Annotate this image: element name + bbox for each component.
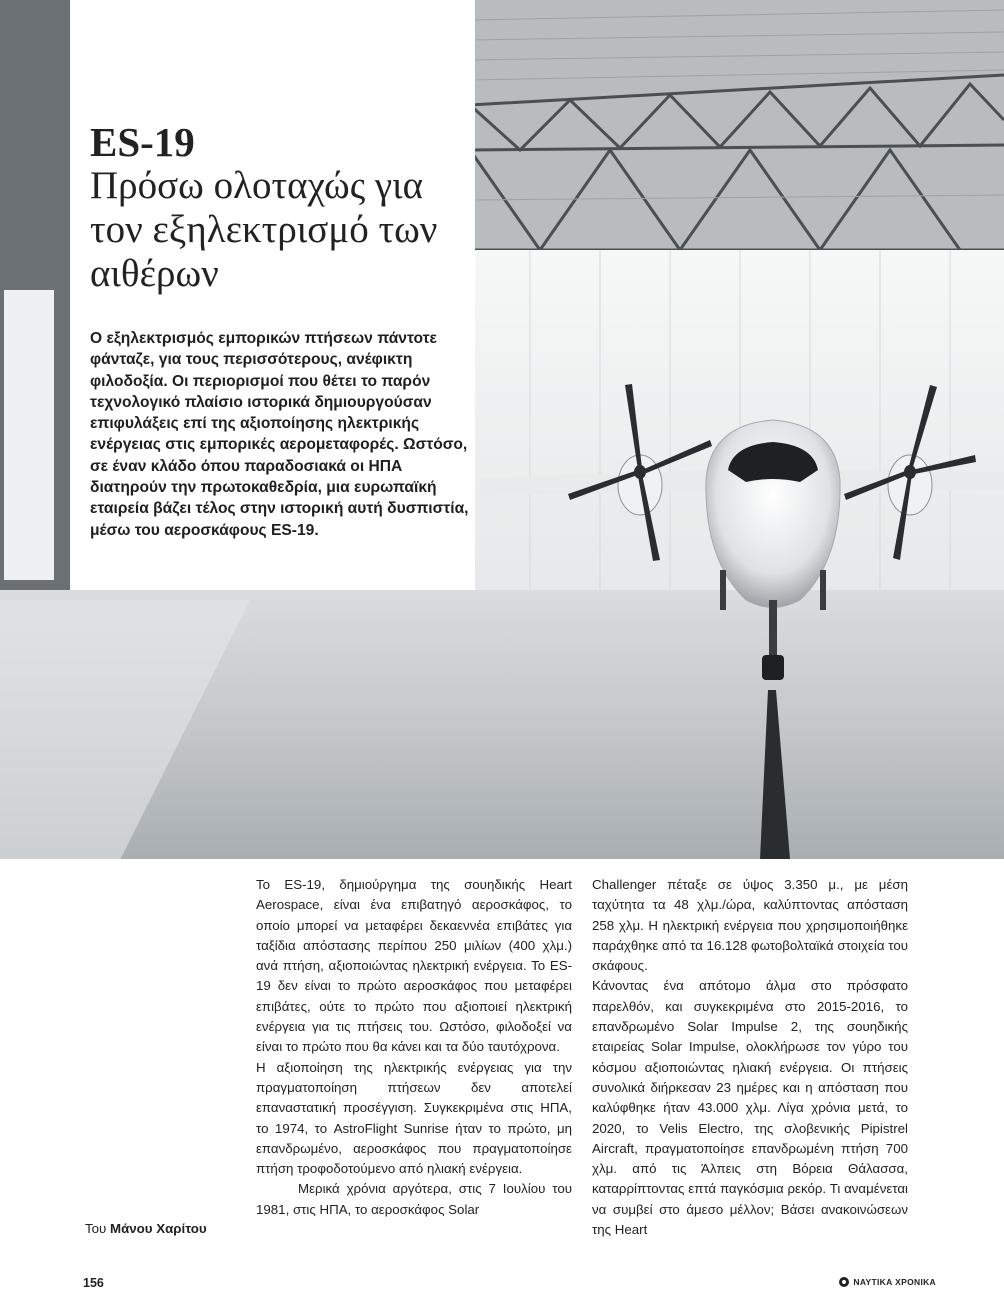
author-name: Μάνου Χαρίτου [110, 1221, 207, 1236]
author-prefix: Του [85, 1221, 107, 1236]
article-intro: Ο εξηλεκτρισμός εμπορικών πτήσεων πάντοτε φάνταζε, για τους περισσότερους, ανέφικτη φιλοδοξία. Οι περιορισμοί που θέτει το παρόν τεχνολογικό πλαίσιο ιστορικά δημιουργούσαν επιφυλάξεις επί της αξιοποίησης ηλεκτρικής ενέργειας στις εμπορικές αερομεταφορές. Ωστόσο, σε έναν κλάδο όπου παραδοσιακά οι ΗΠΑ διατηρούν την πρωτοκαθεδρία, μια ευρωπαϊκή εταιρεία βάζει τέλος στην ιστορική αυτή δυσπιστία, μέσω του αεροσκάφους ES-19. [90, 330, 469, 539]
article-title [90, 120, 470, 296]
body-column-1 [256, 875, 572, 1220]
publication-name: ΝΑΥΤΙΚΑ ΧΡΟΝΙΚΑ [853, 1277, 936, 1287]
col1-paragraph-3: Μερικά χρόνια αργότερα, στις 7 Ιουλίου του 1981, στις ΗΠΑ, το αεροσκάφος Solar [256, 1181, 572, 1217]
col2-paragraph-2: Κάνοντας ένα απότομο άλμα στο πρόσφατο παρελθόν, και συγκεκριμένα στο 2015-2016, το επανδρωμένο Solar Impulse 2, της σουηδικής εταιρείας Solar Impulse, ολοκλήρωσε τον γύρο του κόσμου αξιοποιώντας ηλιακή ενέργεια. Οι πτήσεις συνολικά διήρκεσαν 23 ημέρες και η απόσταση που καλύφθηκε ήταν 43.000 χλμ. Λίγα χρόνια μετά, το 2020, το Velis Electro, της σλοβενικής Pipistrel Aircraft, πραγματοποίησε επανδρωμένη πτήση 700 χλμ. από τις Άλπεις στη Βόρεια Θάλασσα, καταρρίπτοντας επτά παγκόσμια ρεκόρ. Τι αναμένεται να συμβεί στο άμεσο μέλλον; Βάσει ανακοινώσεων της Heart [592, 978, 908, 1238]
col1-paragraph-1: Το ES-19, δημιούργημα της σουηδικής Heart Aerospace, είναι ένα επιβατηγό αεροσκάφος, το οποίο μπορεί να μεταφέρει δεκαεννέα επιβάτες για ταξίδια απόστασης περίπου 250 μιλίων (400 χλμ.) ανά πτήση, αξιοποιώντας ηλεκτρική ενέργεια. Το ES-19 δεν είναι το πρώτο αεροσκάφος που μεταφέρει επιβάτες, ούτε το πρώτο που αξιοποιεί ηλεκτρική ενέργεια για τις πτήσεις του. Ωστόσο, φιλοδοξεί να είναι το πρώτο που θα κάνει και τα δύο ταυτόχρονα. [256, 877, 572, 1055]
page-number: 156 [83, 1276, 104, 1290]
col2-paragraph-1: Challenger πέταξε σε ύψος 3.350 μ., με μέση ταχύτητα τα 48 χλμ./ώρα, καλύπτοντας απόσταση 258 χλμ. Η ηλεκτρική ενέργεια που χρησιμοποιήθηκε παράχθηκε από τα 16.128 φωτοβολταϊκά στοιχεία του σκάφους. [592, 877, 908, 974]
col1-paragraph-2: Η αξιοποίηση της ηλεκτρικής ενέργειας για την πραγματοποίηση πτήσεων δεν αποτελεί επαναστατική προσέγγιση. Συγκεκριμένα στις ΗΠΑ, το 1974, το AstroFlight Sunrise ήταν το πρώτο, μη επανδρωμένο, αεροσκάφος που πραγματοποίησε πτήση τροφοδοτούμενο από ηλιακή ενέργεια. [256, 1059, 572, 1177]
title-main: ES-19 [90, 119, 195, 165]
author-byline [85, 1221, 207, 1236]
body-column-2 [592, 875, 908, 1240]
left-door-window [4, 290, 54, 580]
title-sub: Πρόσω ολοταχώς για τον εξηλεκτρισμό των αιθέρων [90, 164, 438, 295]
publication-logo-icon [839, 1277, 849, 1287]
publication-footer [839, 1277, 936, 1287]
